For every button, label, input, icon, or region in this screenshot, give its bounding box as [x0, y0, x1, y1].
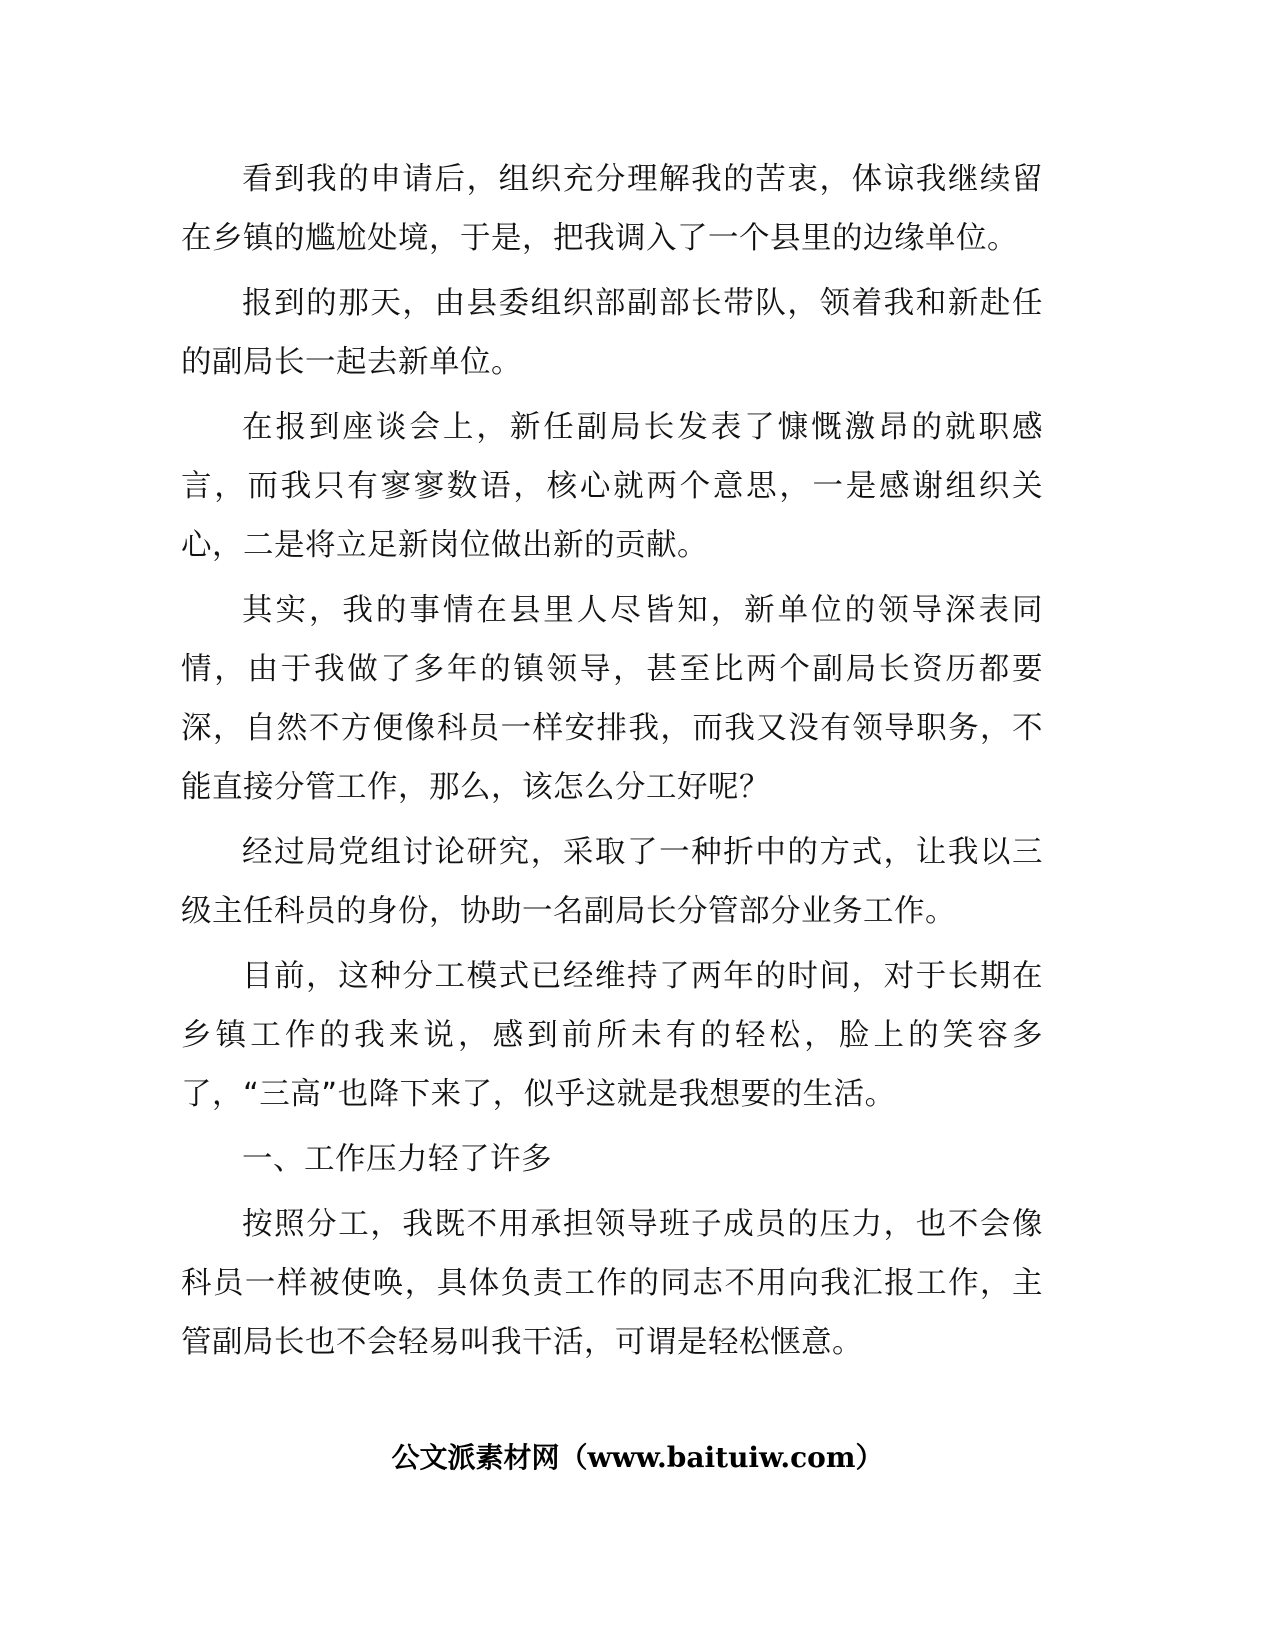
paragraph: 目前，这种分工模式已经维持了两年的时间，对于长期在乡镇工作的我来说，感到前所未有的轻松，脸上的笑容多了，“三高”也降下来了，似乎这就是我想要的生活。: [181, 959, 1043, 1112]
paragraph: 按照分工，我既不用承担领导班子成员的压力，也不会像科员一样被使唤，具体负责工作的同志不用向我汇报工作，主管副局长也不会轻易叫我干活，可谓是轻松惬意。: [181, 1207, 1043, 1360]
paragraph: 其实，我的事情在县里人尽皆知，新单位的领导深表同情，由于我做了多年的镇领导，甚至比两个副局长资历都要深，自然不方便像科员一样安排我，而我又没有领导职务，不能直接分管工作，那么，该怎么分工好呢？: [181, 593, 1043, 805]
document-body: [181, 150, 1043, 1378]
paragraph: 在报到座谈会上，新任副局长发表了慷慨激昂的就职感言，而我只有寥寥数语，核心就两个意思，一是感谢组织关心，二是将立足新岗位做出新的贡献。: [181, 410, 1043, 563]
paragraph: 看到我的申请后，组织充分理解我的苦衷，体谅我继续留在乡镇的尴尬处境，于是，把我调入了一个县里的边缘单位。: [181, 162, 1043, 256]
paragraph: 经过局党组讨论研究，采取了一种折中的方式，让我以三级主任科员的身份，协助一名副局长分管部分业务工作。: [181, 835, 1043, 929]
section-heading: 一、工作压力轻了许多: [242, 1142, 552, 1177]
footer-watermark: 公文派素材网（www.baituiw.com）: [391, 1441, 884, 1474]
paragraph: 报到的那天，由县委组织部副部长带队，领着我和新赴任的副局长一起去新单位。: [181, 286, 1043, 380]
